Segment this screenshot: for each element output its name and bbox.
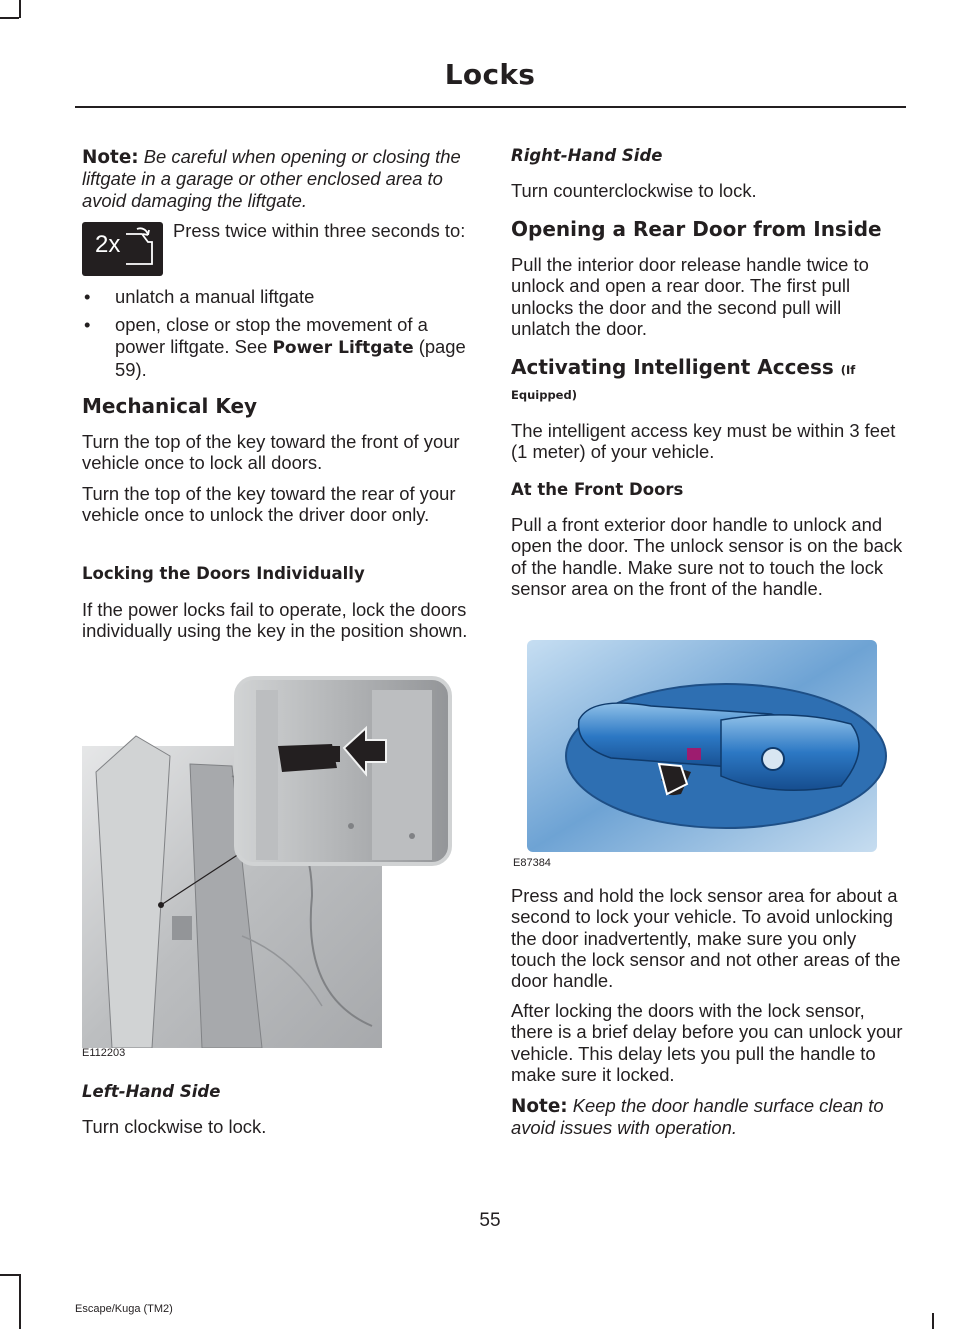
note-text: Keep the door handle surface clean to avoid issues with operation. bbox=[511, 1095, 884, 1139]
mechanical-key-paragraph: Turn the top of the key toward the front of your vehicle once to lock all doors. bbox=[82, 431, 460, 474]
mechanical-key-paragraph: Turn the top of the key toward the rear of your vehicle once to unlock the driver door only. bbox=[82, 483, 456, 526]
after-locking-paragraph: After locking the doors with the lock sensor, there is a brief delay before you can unlock your vehicle. This delay lets you pull the handle to make sure it locked. bbox=[511, 1000, 903, 1085]
power-liftgate-link[interactable]: Power Liftgate bbox=[272, 337, 414, 358]
handle-note bbox=[511, 1095, 903, 1139]
note-label: Note: bbox=[511, 1096, 568, 1117]
equipped-label: Equipped) bbox=[511, 388, 577, 402]
intelligent-access-paragraph: The intelligent access key must be within 3 feet (1 meter) of your vehicle. bbox=[511, 420, 896, 463]
title-rule bbox=[75, 106, 906, 108]
right-hand-side-heading: Right-Hand Side bbox=[511, 146, 663, 165]
door-handle-illustration bbox=[521, 638, 891, 856]
list-item: • open, close or stop the movement of a power liftgate. See Power Liftgate (page 59). bbox=[84, 314, 466, 380]
front-doors-heading: At the Front Doors bbox=[511, 480, 684, 499]
opening-rear-door-heading: Opening a Rear Door from Inside bbox=[511, 217, 882, 241]
note-text: Be careful when opening or closing the liftgate in a garage or other enclosed area to avoid damaging the liftgate. bbox=[82, 146, 461, 211]
page-number: 55 bbox=[479, 1210, 501, 1231]
figure-code: E87384 bbox=[513, 857, 551, 869]
intelligent-access-title: Activating Intelligent Access bbox=[511, 355, 834, 379]
door-key-illustration bbox=[82, 676, 454, 1048]
locking-doors-paragraph: If the power locks fail to operate, lock the doors individually using the key in the position shown. bbox=[82, 599, 468, 642]
crop-mark bbox=[0, 17, 19, 19]
left-hand-side-text: Turn clockwise to lock. bbox=[82, 1116, 267, 1137]
if-equipped-label: (If bbox=[840, 363, 856, 377]
figure-code: E112203 bbox=[82, 1047, 126, 1059]
liftgate-bullet-list bbox=[82, 286, 474, 387]
front-doors-paragraph: Pull a front exterior door handle to unlock and open the door. The unlock sensor is on the back of the handle. Make sure not to touch the lock sensor area on the front of the handle. bbox=[511, 514, 903, 599]
crop-mark bbox=[19, 1274, 21, 1329]
liftgate-note bbox=[82, 146, 474, 211]
press-twice-text: Press twice within three seconds to: bbox=[173, 220, 466, 241]
liftgate-2x-icon bbox=[82, 222, 163, 276]
page-title: Locks bbox=[444, 58, 536, 91]
locking-doors-heading: Locking the Doors Individually bbox=[82, 564, 365, 583]
right-hand-side-text: Turn counterclockwise to lock. bbox=[511, 180, 757, 201]
crop-mark bbox=[19, 0, 21, 18]
opening-rear-door-paragraph: Pull the interior door release handle twice to unlock and open a rear door. The first pull unlocks the door and the second pull will unlatch the door. bbox=[511, 254, 869, 339]
icon-label: 2x bbox=[95, 231, 121, 258]
note-label: Note: bbox=[82, 147, 139, 168]
press-hold-paragraph: Press and hold the lock sensor area for about a second to lock your vehicle. To avoid unlocking the door inadvertently, make sure you only touch the lock sensor and not other areas of the door handle. bbox=[511, 885, 901, 992]
crop-mark bbox=[932, 1313, 934, 1329]
left-hand-side-heading: Left-Hand Side bbox=[82, 1082, 221, 1101]
footer-model: Escape/Kuga (TM2) bbox=[75, 1303, 173, 1315]
crop-mark bbox=[0, 1274, 19, 1276]
mechanical-key-heading: Mechanical Key bbox=[82, 394, 258, 418]
list-item: • unlatch a manual liftgate bbox=[84, 286, 315, 307]
intelligent-access-heading bbox=[511, 355, 855, 382]
